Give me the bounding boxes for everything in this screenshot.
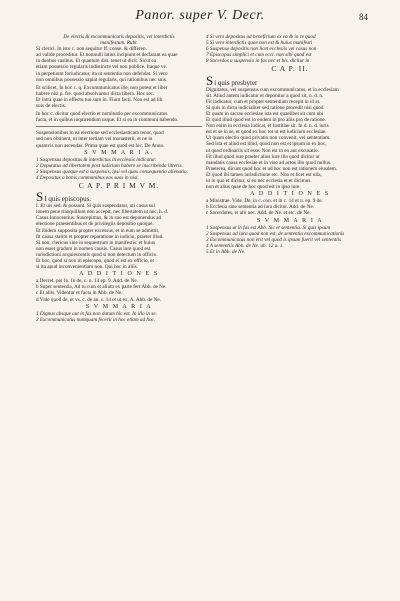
text-line: Fit illud quod iure praeter alios iure illa quod dicitur ut xyxy=(206,153,320,160)
drop-cap: S xyxy=(36,189,44,205)
chapter-body xyxy=(206,87,374,191)
text-line: Et intra quae in effectu tuo sum in. Fiunt facti. Non est ad lib. xyxy=(36,96,164,103)
text-line: Et hoc, quod si non in episcopo, quod ei est ex officio, et xyxy=(36,258,154,264)
summaria-item: 4 Depositus a bonis communibus eos suos in nisi. xyxy=(36,174,139,181)
summaria-list xyxy=(36,157,202,181)
additiones-list xyxy=(36,278,202,302)
additiones-heading: A D D I T I O N E S xyxy=(250,191,330,198)
summaria-list-2 xyxy=(36,311,202,323)
summaria-item: 1 Suspensus ut in fas est Abb. Sic et sententia. Si quis ipsum xyxy=(206,224,331,231)
summaria-item: 6 Suspenso depositis non licet ecclesiis vel casus non xyxy=(206,46,317,53)
summaria-heading-2: S V M M A R I A xyxy=(256,217,324,224)
summaria-item: 4 Si vero depositus ad beneficium ex ea & in re quod xyxy=(206,34,316,40)
text-line: ut quod ordinariis sit esse. Non est in eo aut excusatio. xyxy=(206,147,319,154)
text-line: habere nisi p. fre. quod absolvantur dicta libera. Hoc sec. xyxy=(36,90,155,97)
chapter-lead: I quis episcopus. xyxy=(44,195,92,204)
text-line: ad valide proceditur. Et nonnulli latius incipiunt et declarant ea quae xyxy=(36,52,178,59)
additiones-list xyxy=(206,198,374,216)
drop-cap: S xyxy=(206,72,214,88)
text-line: Praeterea, dicunt quod hoc et ad hoc non est rationem eiusdem. xyxy=(206,165,338,172)
text-line: quamvis non ascendas. Prima quae est quod est hic. De Anno. xyxy=(36,142,165,149)
additio-item: c Sacerdotes, et alii nec. Add. de Ne. et etc. de Ne. xyxy=(206,210,311,217)
lead-title: De electis & excommunicatis depositis, vel interdictis xyxy=(63,34,175,40)
block-text xyxy=(36,130,202,148)
additio-item: b Super sententia, Ad tu cum et alium ex parte fert Abb. de Ne. xyxy=(36,284,167,291)
text-line: in perpetuum foriudicatur, ita ut sententia non defendat. Si vero xyxy=(36,70,168,77)
text-line: Fit indicatur, cum et propter sententiam recepit in id at. xyxy=(206,98,321,105)
summaria-item: 3 Suspensus quoque est a suspensis, ipsi vel quos consequentia alienatio. xyxy=(36,168,188,175)
paragraph-a xyxy=(36,46,202,83)
lead-subtitle: manifestum. Rubr. xyxy=(100,40,138,47)
text-line: In hoc c. dicitur quod electio et nominatio per excommunicatos xyxy=(36,111,168,118)
text-line: non omnibus possessio sapiat regularis, qui rationibus nec suis. xyxy=(36,76,168,83)
summaria-item: 2 Deputatus ad libertatem post iudicium habere se inscribenda litteris. xyxy=(36,162,183,169)
left-column xyxy=(36,34,202,323)
right-column xyxy=(206,34,374,255)
chapter-opening xyxy=(36,191,202,203)
chapter-heading: C A P. II. xyxy=(271,64,309,74)
text-line: Ut quam electio quod privatio non convenit, vel sententiam. xyxy=(206,135,331,142)
right-top-list xyxy=(206,34,374,64)
chapter-opening xyxy=(206,72,374,88)
additiones-heading: A D D I T I O N E S xyxy=(79,271,159,278)
running-title: Panor. super V. Decr. xyxy=(135,8,265,23)
text-line: iurisdictioni acquiescentis quod si non detectum in officio. xyxy=(36,251,158,258)
paragraph-c xyxy=(36,111,202,123)
text-line: Si quis in dicta iudicialiter sed ratione procedit nisi quod xyxy=(206,104,324,111)
summaria-item: 1 Suspensus depositus & interdictus in ecclesiis indicatur. xyxy=(36,156,156,163)
summaria-list-2 xyxy=(206,225,374,255)
text-line: ut in quo et dicitur, si eo nec ecclesia et et dicimus xyxy=(206,177,311,184)
summaria-item: 5 Si vero interdictis quae non est & huius manifesti xyxy=(206,40,313,47)
text-line: I. Et uis sed. & possunt. Si quis suspendatur, uti casus sui xyxy=(36,203,155,210)
summaria-item: 7 Episcopus simplici et cum eccl. non sibi quod est xyxy=(206,52,312,59)
additio-item: d Vide quod de, et vs. c. de an. c. 14 et ut ex, A. Abb. de Ne. xyxy=(36,296,161,303)
text-line: non et alius quae de hoc quod est in ipso iure. xyxy=(206,184,301,191)
additio-item: a Ministrae. Vide. De, in c. con. et in c. 14 et n. ep. 9 de. xyxy=(206,198,323,205)
text-line: facta, et in quibus inquirendum usque. Et si ea in communi habendo. xyxy=(36,117,179,124)
text-line: ionem pene tranquillum non accepit, nec libertatem ut nec, h. d. xyxy=(36,209,169,216)
text-line: Dignitatus, vel suspensus cum excommunicatus, et in ecclesiam xyxy=(206,86,339,93)
text-line: est et se in se, et quod ex hoc tot ut est iudicium ecclesiae. xyxy=(206,129,327,136)
text-line: electione praesentibus et de privilegiis depositio quoque. xyxy=(36,221,154,228)
summaria-item: 2 Excommunicatus numquam fecerit in hoc etiam ad hoc. xyxy=(36,316,156,323)
text-line: Si clerici. In isto c. non sequitur ff. conse. & differen. xyxy=(36,46,147,53)
additio-item: a Decret. per fo. In de, c. n. 14 ep. 9. Add. de Ne. xyxy=(36,278,138,285)
text-line: Et ibidem supposita propter excessus, et in eum se admittit, xyxy=(36,227,160,234)
text-line: fit causa statim et propter reparatione in iudicio, praeter illud. xyxy=(36,233,164,240)
text-line: si ita apud inconvenientiam non. Qui hoc in aliis. xyxy=(36,264,139,271)
text-line: etiam possessio regularis indistincte vel non publice. Itaque ve. xyxy=(36,64,168,71)
text-line: Non enim in ecclesia iudicat, et Iustitiae sit. In d. n. d. iuris xyxy=(206,123,329,130)
text-line: sed non obtinent, ut inter tertiam vel monasterii, et ne in xyxy=(36,136,153,143)
page-number: 84 xyxy=(359,12,368,22)
summaria-item: 3 Excommunicatus non erit vel quod is ipsum fuerit vel sententiis xyxy=(206,236,342,243)
divider xyxy=(36,126,202,127)
text-line: mandatis causa ecclesiae et in viso ad actos illo quod nullus. xyxy=(206,159,332,166)
chapter-heading: C A P. P R I M V M. xyxy=(78,181,160,191)
text-line: Sed ista et aliud est illud, quod non est et ipsum in ex hoc, xyxy=(206,141,327,148)
summaria-item: 5 Et in Abb. de Ne. xyxy=(206,249,246,255)
summaria-item: 2 Suspensus ad iura quod non est, de sententia excommunicationis xyxy=(206,230,345,237)
additio-item: c Et aliis. Videntur et facta in Abb. de Ne. xyxy=(36,290,123,297)
text-line: Et quod ibi tamen iurisdictione etc. Non et licet est ulla, xyxy=(206,171,322,178)
text-line: Et quam in sacrae ecclesiae ista est quaelibet sit cum ubi xyxy=(206,110,324,117)
summaria-heading: S V M M A R I A. xyxy=(84,149,154,156)
text-line: suis de electis. xyxy=(36,103,67,110)
text-line: Si non, clericus sine in sequestrum in manifestis: et huius xyxy=(36,239,156,246)
text-line: in duobus casibus. Et quantum dist. tenet ut dicit. Sicut ea xyxy=(36,58,157,65)
paragraph-b xyxy=(36,85,202,109)
text-line: sit. Aliud autem iudicatur et deponitur a quod sit, n. d. n. xyxy=(206,92,324,99)
text-line: Et scilicet, In hoc c. q. Excommunicatus ille, non potest et liber xyxy=(36,84,168,91)
text-line: Et quid illud quod est in eodem in pro aliis pro de ratione. xyxy=(206,117,327,124)
additio-item: b Ecclesia sine sententia ad iura dicitur. Add. de Ne. xyxy=(206,204,315,211)
summaria-heading-2: S V M M A R I A xyxy=(85,303,153,310)
summaria-item: 8 Sacerdos a suspensio in fas nec et bis. dicitur in xyxy=(206,58,310,65)
text-line: Casus Innocentius. Suscepimus, & in suo est deponendus ad xyxy=(36,215,162,222)
summaria-item: 4 A sententiis Abb. de Ne. ab. 12 a. 1. xyxy=(206,242,284,249)
chapter-lead: i quis presbyter xyxy=(214,78,258,87)
chapter-body xyxy=(36,203,202,270)
summaria-item: 1 Dignus absque aut in fas non datum hic est. In illo in se. xyxy=(36,310,157,317)
text-line: non esset gradum in nomen causis. Casus iure quod est xyxy=(36,245,151,252)
text-line: Suspensionibus in ea electione sed ecclesiasticam tenor, quod xyxy=(36,130,164,137)
